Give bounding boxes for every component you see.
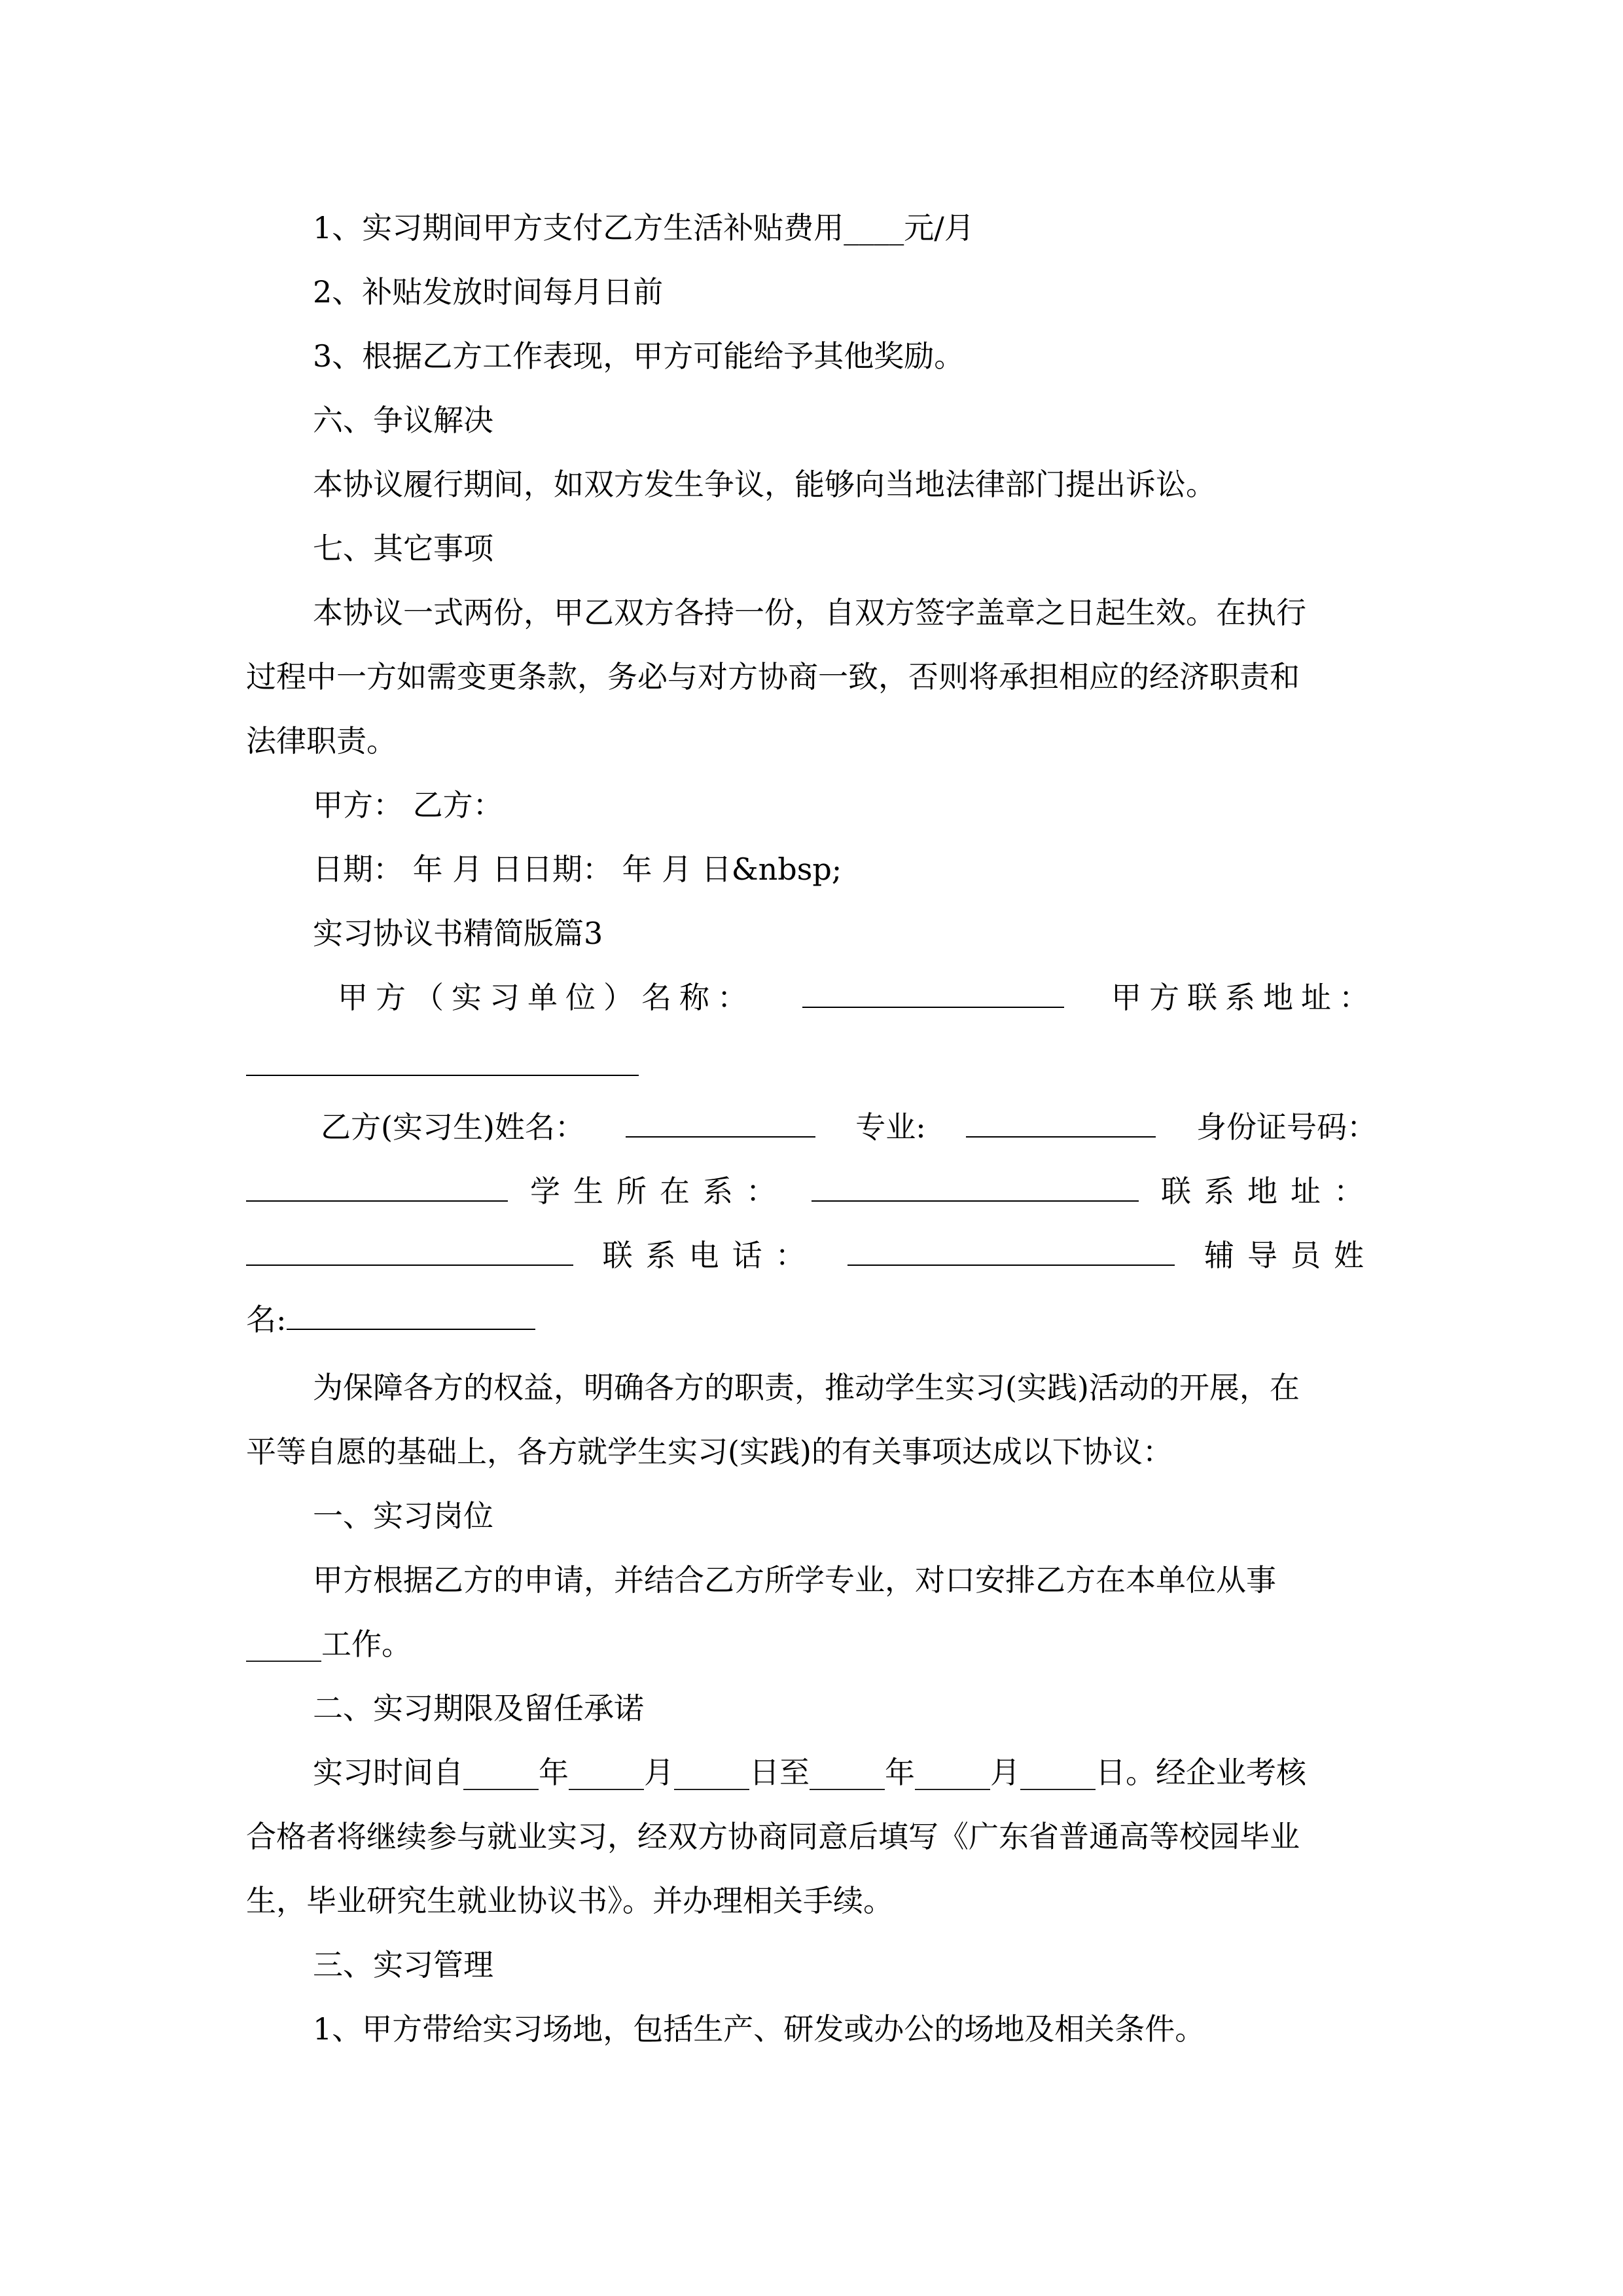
section-heading-other: 七、其它事项	[313, 531, 493, 566]
party-b-name-blank	[626, 1107, 815, 1138]
section-heading-position: 一、实习岗位	[313, 1498, 493, 1534]
party-b-line2	[246, 1172, 1377, 1211]
paragraph-other-line1: 本协议一式两份，甲乙双方各持一份，自双方签字盖章之日起生效。在执行	[313, 595, 1306, 630]
party-a-address-label: 甲方联系地址：	[1111, 980, 1377, 1015]
preamble-line2: 平等自愿的基础上，各方就学生实习(实践)的有关事项达成以下协议：	[246, 1434, 1173, 1469]
party-b-dept-label: 学生所在系：	[530, 1174, 789, 1209]
paragraph-position-line2: _____工作。	[246, 1626, 412, 1662]
party-b-address-label: 联系地址：	[1161, 1174, 1377, 1209]
party-b-line4	[0, 1300, 1623, 1339]
preamble-line1: 为保障各方的权益，明确各方的职责，推动学生实习(实践)活动的开展，在	[313, 1370, 1300, 1405]
paragraph-position-line1: 甲方根据乙方的申请，并结合乙方所学专业，对口安排乙方在本单位从事	[313, 1562, 1276, 1598]
signature-parties: 甲方： 乙方：	[313, 787, 503, 823]
section-heading-dispute: 六、争议解决	[313, 403, 493, 438]
party-b-major-label: 专业:	[855, 1109, 926, 1145]
party-b-line1	[321, 1107, 1377, 1147]
paragraph-term-line3: 生，毕业研究生就业协议书》。并办理相关手续。	[246, 1883, 893, 1918]
clause-rewards: 3、根据乙方工作表现，甲方可能给予其他奖励。	[313, 338, 965, 374]
party-b-name-label: 乙方(实习生)姓名：	[321, 1109, 585, 1145]
paragraph-dispute: 本协议履行期间，如双方发生争议，能够向当地法律部门提出诉讼。	[313, 467, 1216, 502]
signature-dates: 日期： 年 月 日日期： 年 月 日&nbsp;	[313, 852, 842, 887]
party-a-line	[338, 978, 1377, 1017]
party-a-address-blank	[246, 1075, 639, 1076]
article-title: 实习协议书精简版篇3	[313, 916, 603, 951]
party-b-major-blank	[966, 1107, 1156, 1138]
party-b-tutor-blank	[287, 1300, 535, 1330]
party-b-tutor-label: 辅导员姓	[1204, 1238, 1377, 1273]
party-b-address-blank	[246, 1236, 573, 1266]
paragraph-other-line2: 过程中一方如需变更条款，务必与对方协商一致，否则将承担相应的经济职责和	[246, 659, 1300, 694]
party-a-name-label: 甲方（实习单位）名称：	[338, 980, 755, 1015]
party-b-phone-blank	[847, 1236, 1175, 1266]
clause-workplace: 1、甲方带给实习场地，包括生产、研发或办公的场地及相关条件。	[313, 2011, 1205, 2047]
party-b-id-label: 身份证号码：	[1196, 1109, 1377, 1145]
section-heading-term: 二、实习期限及留任承诺	[313, 1691, 644, 1726]
paragraph-term-line2: 合格者将继续参与就业实习，经双方协商同意后填写《广东省普通高等校园毕业	[246, 1819, 1300, 1854]
party-a-name-blank	[802, 978, 1064, 1008]
clause-subsidy-amount: 1、实习期间甲方支付乙方生活补贴费用____元/月	[313, 210, 974, 245]
party-b-tutor-label-end: 名:	[246, 1302, 287, 1337]
party-b-dept-blank	[812, 1172, 1139, 1202]
clause-subsidy-date: 2、补贴发放时间每月日前	[313, 274, 664, 310]
paragraph-other-line3: 法律职责。	[246, 723, 397, 759]
party-b-line3	[246, 1236, 1377, 1275]
paragraph-term-line1: 实习时间自_____年_____月_____日至_____年_____月_____日。经企业考核	[313, 1755, 1306, 1790]
party-b-phone-label: 联系电话：	[602, 1238, 819, 1273]
party-b-id-blank	[246, 1172, 508, 1202]
section-heading-management: 三、实习管理	[313, 1947, 493, 1982]
